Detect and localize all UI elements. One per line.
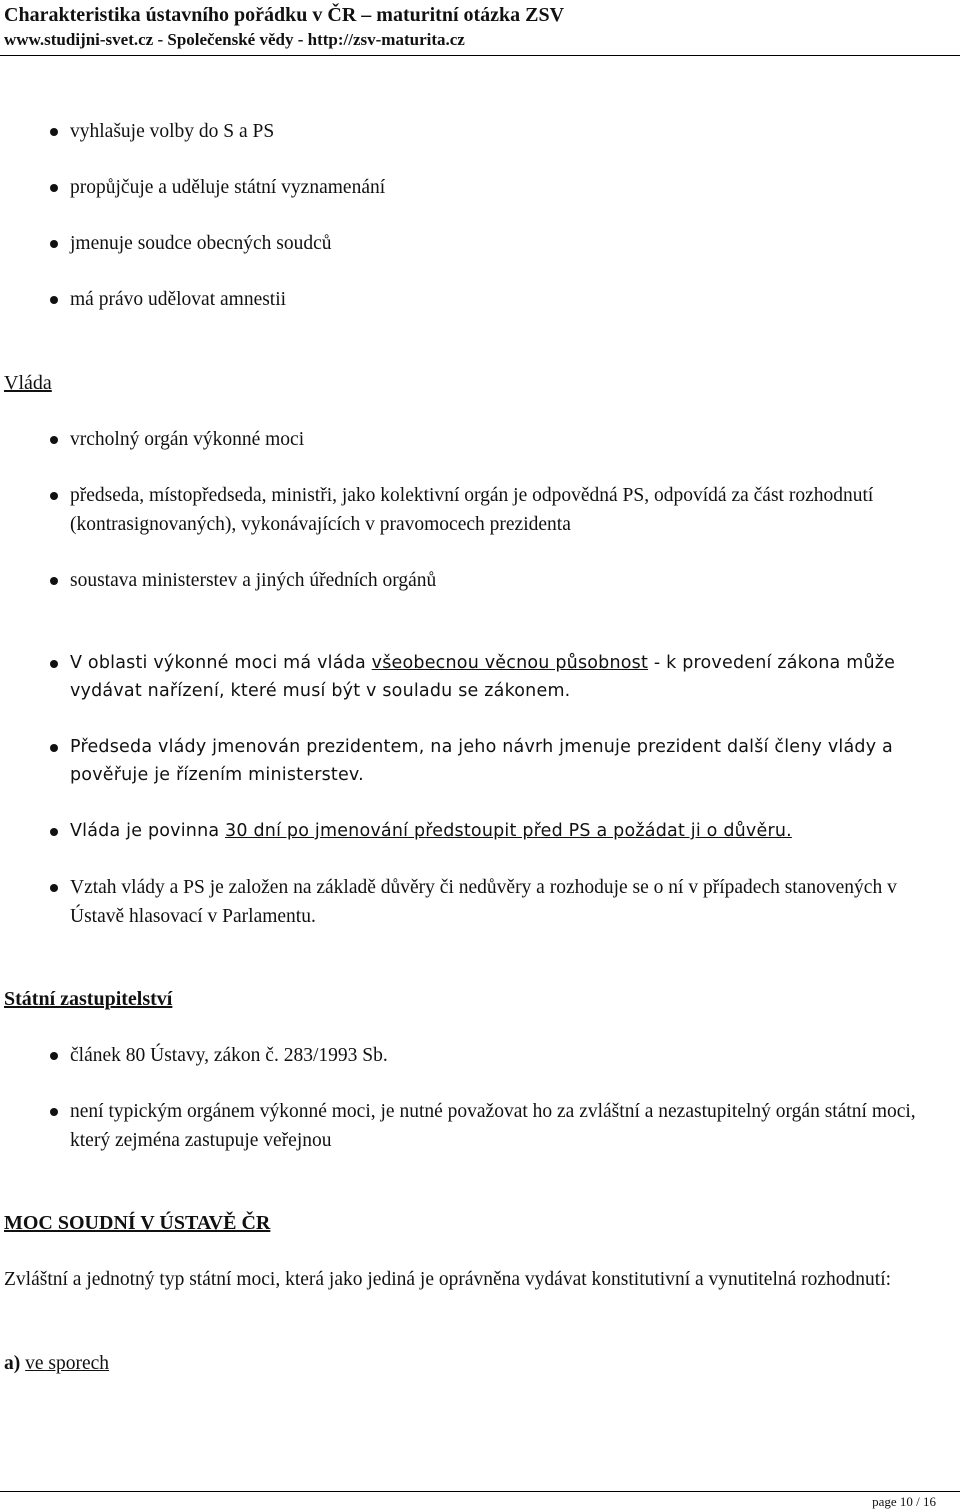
paragraph: Zvláštní a jednotný typ státní moci, která jako jediná je oprávněna vydávat konstitutivní a vynutitelná rozhodnutí: [4,1269,892,1290]
list-item: soustava ministerstev a jiných úředních orgánů [70,570,437,591]
list-item: vyhlašuje volby do S a PS [70,121,275,142]
list-item-text: Vláda je povinna [70,821,226,841]
list-item: předseda, místopředseda, ministři, jako kolektivní orgán je odpovědná PS, odpovídá za část rozhodnutí (kontrasignovaných), vykonávajících v pravomocech prezidenta [70,485,874,535]
underlined-phrase: ve sporech [25,1353,110,1374]
footer-divider [0,1491,960,1492]
list-item: článek 80 Ústavy, zákon č. 283/1993 Sb. [70,1045,388,1066]
section-heading-zastupitelstvi: Státní zastupitelství [4,988,173,1010]
bullet-icon [50,1052,58,1060]
bullet-icon [50,184,58,192]
page-number: page 10 / 16 [872,1494,936,1509]
list-item-text: - k provedení zákona může vydávat nařízení, které musí být v souladu se zákonem. [70,653,896,701]
list-item: propůjčuje a uděluje státní vyznamenání [70,177,386,198]
list-item-a [4,1349,944,1378]
bullet-icon [50,296,58,304]
bullet-icon [50,492,58,500]
bullet-icon [50,240,58,248]
header-divider [0,55,960,56]
item-letter: a) [4,1353,21,1374]
bullet-icon [50,828,58,836]
list-item: jmenuje soudce obecných soudců [70,233,332,254]
bullet-icon [50,744,58,752]
list-item: má právo udělovat amnestii [70,289,287,310]
section-heading-vlada: Vláda [4,372,52,394]
list-item: Předseda vlády jmenován prezidentem, na jeho návrh jmenuje prezident další členy vlády a pověřuje je řízením ministerstev. [70,737,893,785]
list-item [70,817,950,845]
bullet-icon [50,1108,58,1116]
list-item [70,649,950,705]
bullet-icon [50,884,58,892]
list-item-text: V oblasti výkonné moci má vláda [70,653,372,673]
underlined-phrase: 30 dní po jmenování předstoupit před PS a požádat ji o důvěru. [225,821,792,841]
underlined-phrase: všeobecnou věcnou působnost [371,653,649,673]
bullet-icon [50,436,58,444]
document-subtitle: www.studijni-svet.cz - Společenské vědy - http://zsv-maturita.cz [4,30,465,49]
bullet-icon [50,577,58,585]
list-item: vrcholný orgán výkonné moci [70,429,305,450]
section-heading-moc-soudni: MOC SOUDNÍ V ÚSTAVĚ ČR [4,1212,271,1234]
bullet-icon [50,128,58,136]
list-item: Vztah vlády a PS je založen na základě důvěry či nedůvěry a rozhoduje se o ní v případech stanovených v Ústavě hlasovací v Parlamentu. [70,877,897,927]
bullet-icon [50,660,58,668]
list-item: není typickým orgánem výkonné moci, je nutné považovat ho za zvláštní a nezastupitelný orgán státní moci, který zejména zastupuje veřejnou [70,1101,916,1151]
document-title: Charakteristika ústavního pořádku v ČR – maturitní otázka ZSV [4,4,565,26]
